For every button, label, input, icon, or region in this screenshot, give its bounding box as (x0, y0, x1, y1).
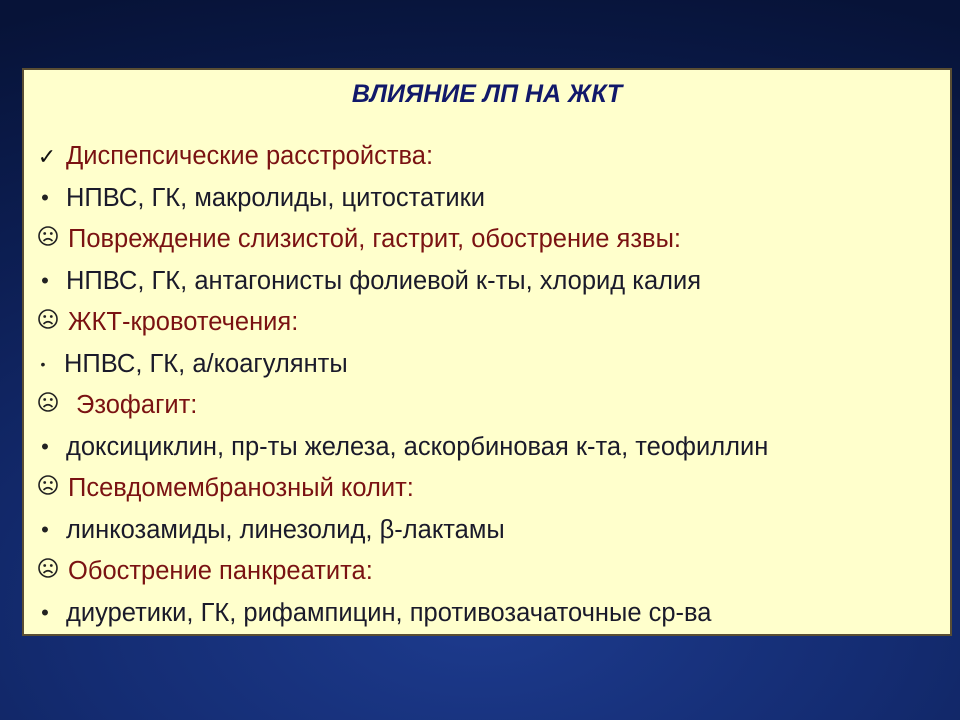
list-item (34, 219, 944, 261)
frown-icon (34, 308, 62, 337)
list-item (34, 551, 944, 593)
drug-list-text: НПВС, ГК, макролиды, цитостатики (66, 183, 486, 212)
list-item (34, 593, 944, 635)
list-item (34, 510, 944, 552)
drug-list-text: линкозамиды, линезолид, β-лактамы (66, 515, 505, 544)
slide-title: ВЛИЯНИЕ ЛП НА ЖКТ (351, 80, 623, 108)
frown-icon (34, 557, 62, 586)
list-item (34, 178, 944, 220)
category-text: Псевдомембранозный колит: (68, 474, 414, 503)
frown-icon (34, 474, 62, 503)
drug-list-text: НПВС, ГК, антагонисты фолиевой к-ты, хлорид калия (66, 266, 702, 295)
bullet-small-icon: • (40, 356, 46, 373)
frown-icon (34, 391, 62, 420)
bullet-icon: • (41, 185, 49, 211)
frown-icon (34, 225, 62, 254)
list-item (34, 427, 944, 469)
list-item (34, 385, 944, 427)
bullet-icon: • (41, 517, 49, 543)
list-item (34, 468, 944, 510)
category-text: Эзофагит: (76, 391, 198, 420)
check-icon: ✓ (37, 143, 57, 169)
list-item (34, 261, 944, 303)
bullet-icon: • (41, 268, 49, 294)
drug-list-text: диуретики, ГК, рифампицин, противозачаточные ср-ва (66, 598, 712, 627)
content-box (22, 68, 952, 636)
drug-list-text: НПВС, ГК, а/коагулянты (64, 349, 348, 378)
list-item (34, 302, 944, 344)
category-text: ЖКТ-кровотечения: (68, 308, 299, 337)
bullet-icon: • (41, 434, 49, 460)
list-item (34, 136, 944, 178)
category-text: Повреждение слизистой, гастрит, обострение язвы: (68, 225, 682, 254)
category-text: Обострение панкреатита: (68, 557, 373, 586)
bullet-icon: • (41, 600, 49, 626)
category-text: Диспепсические расстройства: (66, 142, 434, 171)
drug-list-text: доксициклин, пр-ты железа, аскорбиновая к-та, теофиллин (66, 432, 769, 461)
list-item (34, 344, 944, 386)
effects-list (34, 136, 944, 634)
